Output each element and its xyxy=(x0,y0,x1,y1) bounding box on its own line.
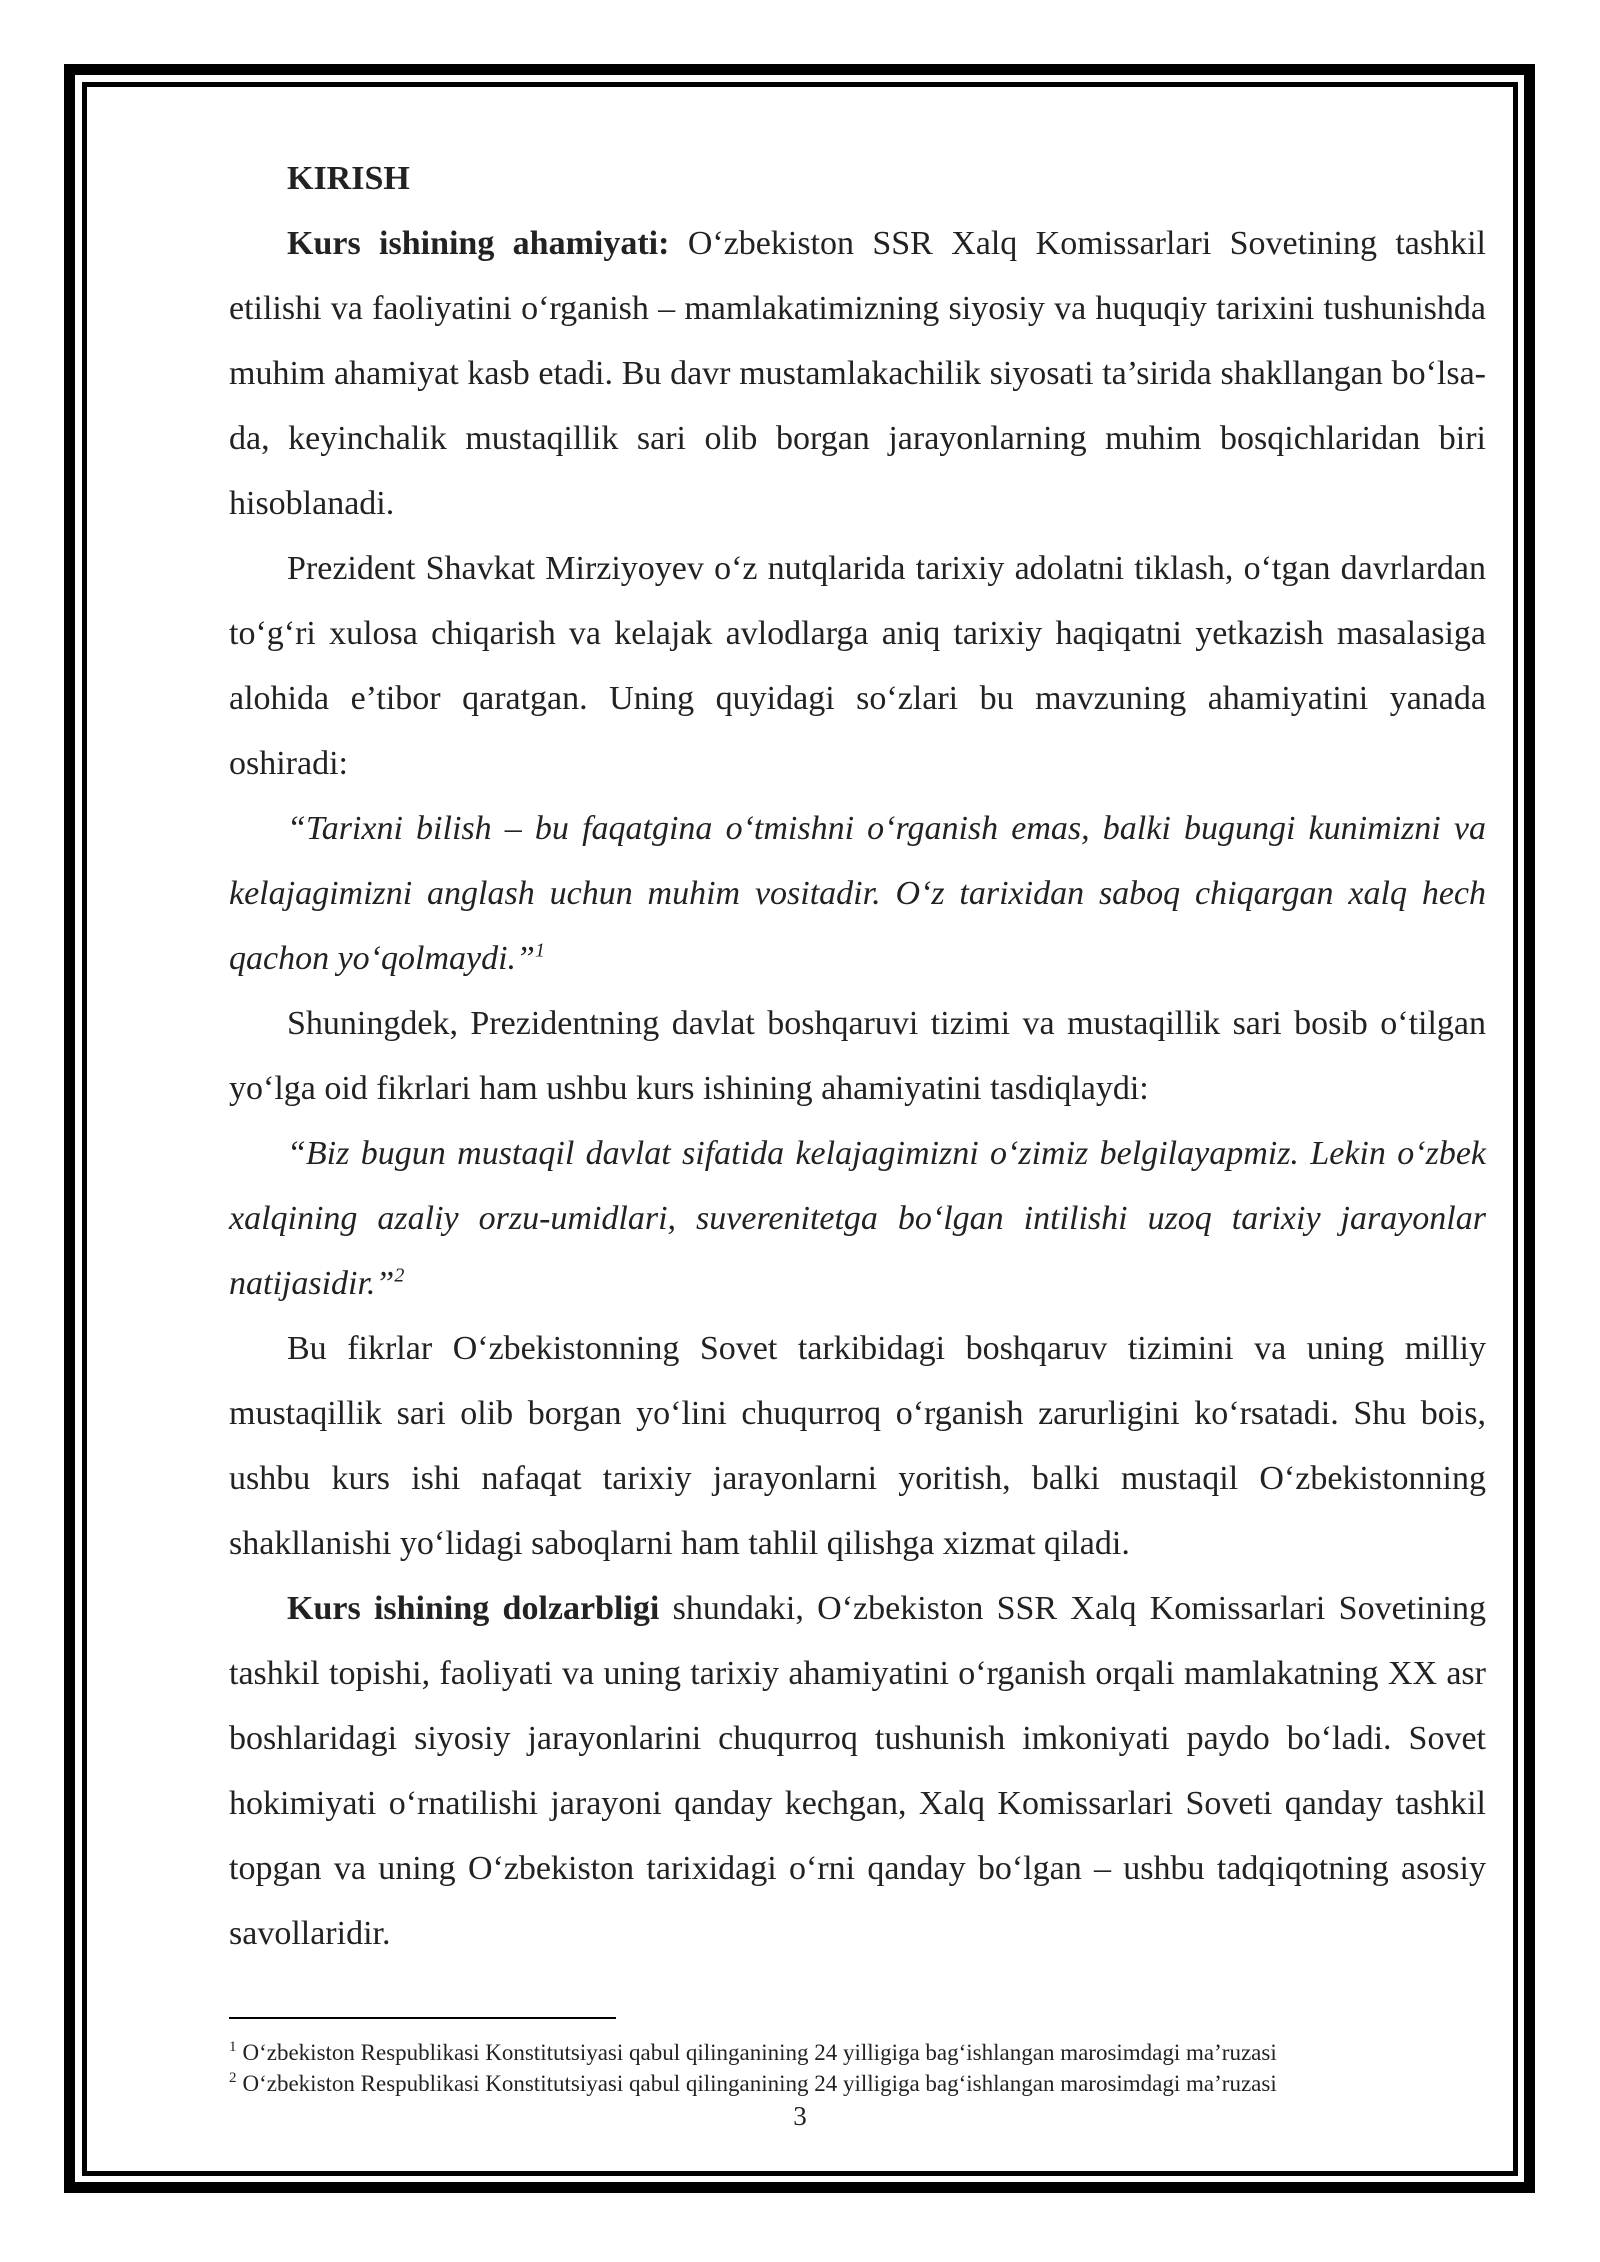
quote-text: “Biz bugun mustaqil davlat sifatida kelajagimizni o‘zimiz belgilayapmiz. Lekin o‘zbek xalqining azaliy orzu-umidlari, suverenitetga bo‘lgan intilishi uzoq tarixiy jarayonlar natijasidir.” xyxy=(229,1135,1486,1302)
paragraph-lead-importance: Kurs ishining ahamiyati: xyxy=(287,225,670,262)
section-heading: KIRISH xyxy=(287,160,410,197)
paragraph-text: Shuningdek, Prezidentning davlat boshqaruvi tizimi va mustaqillik sari bosib o‘tilgan yo‘lga oid fikrlari ham ushbu kurs ishining ahamiyatini tasdiqlaydi: xyxy=(229,1005,1486,1107)
paragraph-importance xyxy=(229,211,1486,536)
footnotes xyxy=(229,2037,1486,2099)
footnote-text: O‘zbekiston Respublikasi Konstitutsiyasi qabul qilinganining 24 yilligiga bag‘ishlangan marosimdagi ma’ruzasi xyxy=(242,2040,1277,2065)
page-number: 3 xyxy=(793,2101,807,2131)
paragraph-conclusion xyxy=(229,1316,1486,1576)
footnote-separator xyxy=(229,2017,616,2019)
document-body xyxy=(229,146,1486,1966)
quote-text: “Tarixni bilish – bu faqatgina o‘tmishni o‘rganish emas, balki bugungi kunimizni va kelajagimizni anglash uchun muhim vositadir. O‘z tarixidan saboq chiqargan xalq hech qachon yo‘qolmaydi.” xyxy=(229,810,1486,977)
paragraph-text: Bu fikrlar O‘zbekistonning Sovet tarkibidagi boshqaruv tizimini va uning milliy mustaqillik sari olib borgan yo‘lini chuqurroq o‘rganish zarurligini ko‘rsatadi. Shu bois, ushbu kurs ishi nafaqat tarixiy jarayonlarni yoritish, balki mustaqil O‘zbekistonning shakllanishi yo‘lidagi saboqlarni ham tahlil qilishga xizmat qiladi. xyxy=(229,1330,1486,1562)
footnote-number: 1 xyxy=(229,2039,237,2056)
paragraph-text: shundaki, O‘zbekiston SSR Xalq Komissarlari Sovetining tashkil topishi, faoliyati va uning tarixiy ahamiyatini o‘rganish orqali mamlakatning XX asr boshlaridagi siyosiy jarayonlarini chuqurroq tushunish imkoniyati paydo bo‘ladi. Sovet hokimiyati o‘rnatilishi jarayoni qanday kechgan, Xalq Komissarlari Soveti qanday tashkil topgan va uning O‘zbekiston tarixidagi o‘rni qanday bo‘lgan – ushbu tadqiqotning asosiy savollaridir. xyxy=(229,1590,1486,1952)
paragraph-relevance xyxy=(229,1576,1486,1966)
footnote-text: O‘zbekiston Respublikasi Konstitutsiyasi qabul qilinganining 24 yilligiga bag‘ishlangan marosimdagi ma’ruzasi xyxy=(242,2071,1277,2096)
footnote-ref-1[interactable]: 1 xyxy=(534,939,545,962)
footnote-number: 2 xyxy=(229,2070,237,2087)
paragraph-governance xyxy=(229,991,1486,1121)
paragraph-text: O‘zbekiston SSR Xalq Komissarlari Sovetining tashkil etilishi va faoliyatini o‘rganish – mamlakatimizning siyosiy va huquqiy tarixini tushunishda muhim ahamiyat kasb etadi. Bu davr mustamlakachilik siyosati ta’sirida shakllangan bo‘lsa-da, keyinchalik mustaqillik sari olib borgan jarayonlarning muhim bosqichlaridan biri hisoblanadi. xyxy=(229,225,1486,522)
paragraph-text: Prezident Shavkat Mirziyoyev o‘z nutqlarida tarixiy adolatni tiklash, o‘tgan davrlardan to‘g‘ri xulosa chiqarish va kelajak avlodlarga aniq tarixiy haqiqatni yetkazish masalasiga alohida e’tibor qaratgan. Uning quyidagi so‘zlari bu mavzuning ahamiyatini yanada oshiradi: xyxy=(229,550,1486,782)
footnote-1 xyxy=(229,2037,1486,2068)
quote-2 xyxy=(229,1121,1486,1316)
paragraph-lead-relevance: Kurs ishining dolzarbligi xyxy=(287,1590,660,1627)
quote-1 xyxy=(229,796,1486,991)
footnote-ref-2[interactable]: 2 xyxy=(394,1264,405,1287)
paragraph-president xyxy=(229,536,1486,796)
footnote-2 xyxy=(229,2068,1486,2099)
